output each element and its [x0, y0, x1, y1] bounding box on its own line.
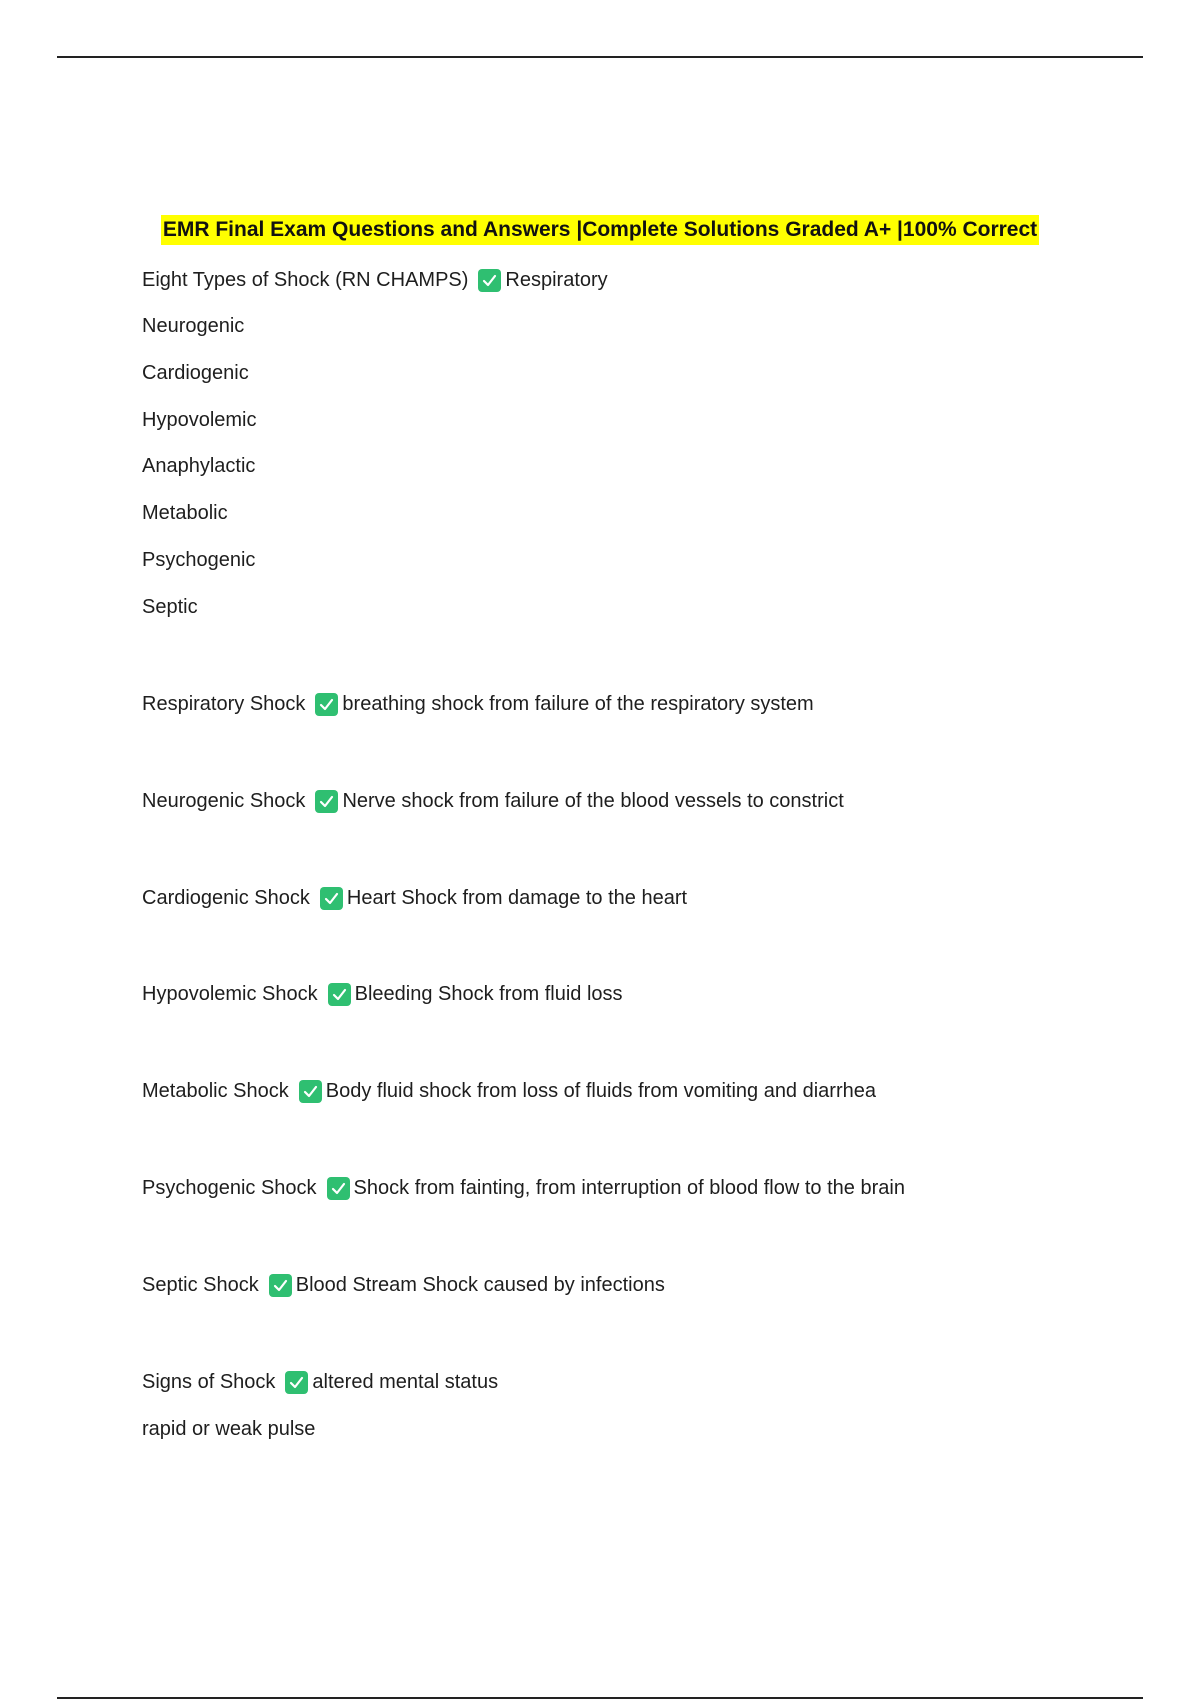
answer-continuation-line: Cardiogenic — [142, 362, 249, 384]
answer-continuation-line: Psychogenic — [142, 549, 256, 571]
qa-item-respiratory — [142, 690, 814, 718]
term: Psychogenic Shock — [142, 1177, 317, 1199]
checkmark-icon — [315, 790, 338, 813]
term: Septic Shock — [142, 1274, 259, 1296]
header-rule — [57, 56, 1143, 58]
answer: breathing shock from failure of the respiratory system — [342, 693, 814, 715]
qa-item-hypovolemic — [142, 980, 623, 1008]
answer: Heart Shock from damage to the heart — [346, 887, 688, 909]
document-title: EMR Final Exam Questions and Answers |Complete Solutions Graded A+ |100% Correct — [161, 215, 1039, 245]
qa-item-cardiogenic — [142, 884, 687, 912]
term: Signs of Shock — [142, 1371, 276, 1393]
answer: altered mental status — [312, 1371, 499, 1393]
checkmark-icon — [327, 1177, 350, 1200]
checkmark-icon — [328, 983, 351, 1006]
answer-continuation-line: rapid or weak pulse — [142, 1418, 316, 1440]
term: Cardiogenic Shock — [142, 887, 310, 909]
term: Hypovolemic Shock — [142, 983, 318, 1005]
title-container — [0, 215, 1200, 245]
answer-continuation-line: Anaphylactic — [142, 455, 256, 477]
answer: Body fluid shock from loss of fluids from vomiting and diarrhea — [325, 1080, 876, 1102]
answer: Shock from fainting, from interruption of blood flow to the brain — [353, 1177, 905, 1199]
checkmark-icon — [299, 1080, 322, 1103]
answer: Bleeding Shock from fluid loss — [354, 983, 623, 1005]
answer-continuation-line: Hypovolemic — [142, 409, 257, 431]
answer-continuation-line: Metabolic — [142, 502, 228, 524]
term: Neurogenic Shock — [142, 790, 306, 812]
checkmark-icon — [478, 269, 501, 292]
qa-item-septic — [142, 1271, 665, 1299]
term: Metabolic Shock — [142, 1080, 289, 1102]
qa-item-metabolic — [142, 1077, 876, 1105]
qa-item-neurogenic — [142, 787, 844, 815]
checkmark-icon — [320, 887, 343, 910]
answer-continuation-line: Neurogenic — [142, 315, 245, 337]
qa-item-signs — [142, 1368, 498, 1396]
footer-rule — [57, 1697, 1143, 1699]
answer-continuation-line: Septic — [142, 596, 198, 618]
checkmark-icon — [269, 1274, 292, 1297]
qa-item-psychogenic — [142, 1174, 905, 1202]
qa-item-types — [142, 266, 608, 294]
checkmark-icon — [315, 693, 338, 716]
answer: Blood Stream Shock caused by infections — [295, 1274, 665, 1296]
checkmark-icon — [285, 1371, 308, 1394]
answer: Nerve shock from failure of the blood vessels to constrict — [342, 790, 844, 812]
term: Respiratory Shock — [142, 693, 306, 715]
answer: Respiratory — [505, 269, 608, 291]
term: Eight Types of Shock (RN CHAMPS) — [142, 269, 469, 291]
